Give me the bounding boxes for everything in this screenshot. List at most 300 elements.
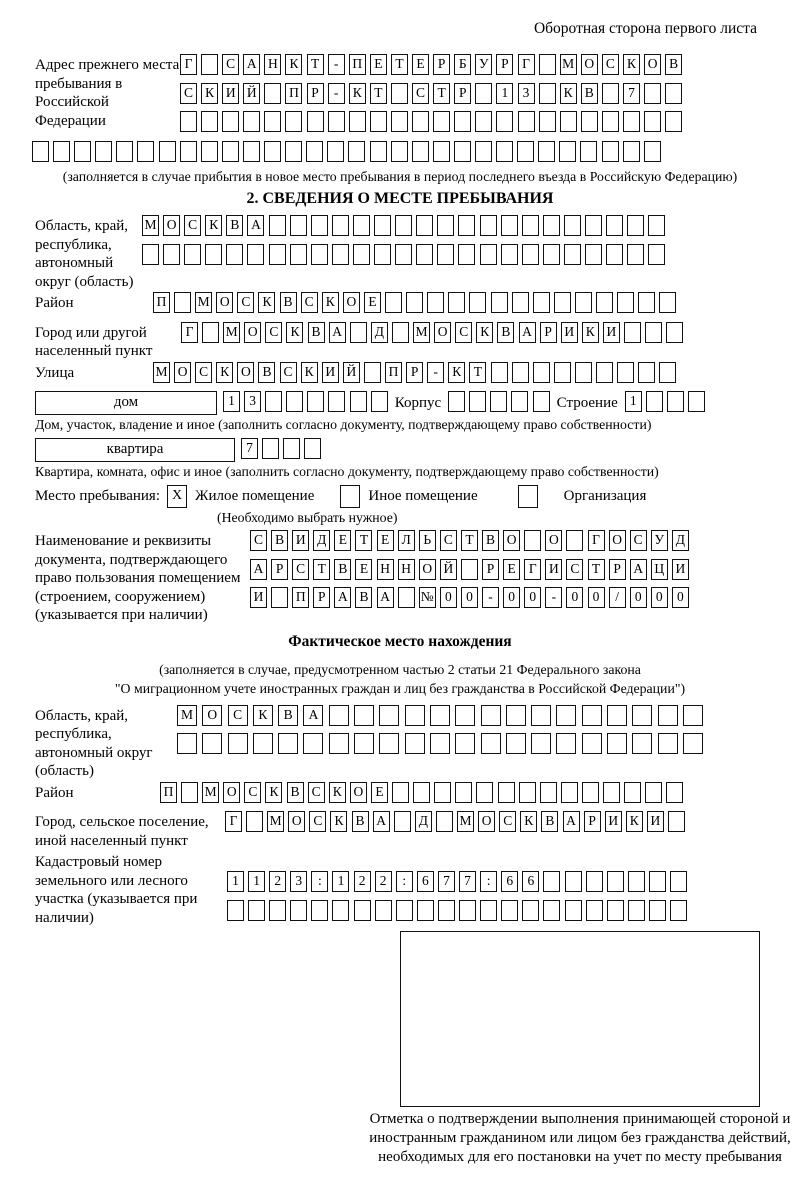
char-cell[interactable]: И [672, 559, 689, 580]
char-cell[interactable] [304, 438, 321, 459]
char-cell[interactable] [581, 111, 598, 132]
char-cell[interactable]: 7 [241, 438, 258, 459]
char-cell[interactable]: О [216, 292, 233, 313]
char-cell[interactable] [670, 871, 687, 892]
char-cell[interactable]: О [545, 530, 562, 551]
char-cell[interactable]: Р [271, 559, 288, 580]
char-cell[interactable]: В [497, 322, 514, 343]
char-cell[interactable]: К [286, 322, 303, 343]
char-cell[interactable] [556, 705, 576, 726]
char-cell[interactable]: С [308, 782, 325, 803]
char-cell[interactable]: - [328, 83, 345, 104]
char-cell[interactable]: С [228, 705, 248, 726]
char-cell[interactable] [375, 900, 392, 921]
char-cell[interactable]: Т [469, 362, 486, 383]
char-cell[interactable] [565, 871, 582, 892]
char-cell[interactable] [606, 244, 623, 265]
char-cell[interactable] [329, 705, 349, 726]
char-cell[interactable] [354, 705, 374, 726]
char-cell[interactable]: С [222, 54, 239, 75]
char-cell[interactable] [512, 362, 529, 383]
char-cell[interactable] [665, 111, 682, 132]
char-cell[interactable]: 1 [496, 83, 513, 104]
char-cell[interactable] [427, 292, 444, 313]
char-cell[interactable]: - [328, 54, 345, 75]
char-cell[interactable]: В [355, 587, 372, 608]
char-cell[interactable] [670, 900, 687, 921]
char-cell[interactable] [543, 244, 560, 265]
char-cell[interactable]: С [180, 83, 197, 104]
char-cell[interactable] [649, 871, 666, 892]
char-cell[interactable]: К [253, 705, 273, 726]
char-cell[interactable]: Е [334, 530, 351, 551]
char-cell[interactable]: С [309, 811, 326, 832]
char-cell[interactable] [264, 83, 281, 104]
char-cell[interactable] [350, 391, 367, 412]
char-cell[interactable]: 6 [417, 871, 434, 892]
char-cell[interactable]: Н [264, 54, 281, 75]
char-cell[interactable] [649, 900, 666, 921]
char-cell[interactable] [607, 705, 627, 726]
char-cell[interactable]: В [280, 292, 297, 313]
char-cell[interactable] [201, 54, 218, 75]
char-cell[interactable]: Г [518, 54, 535, 75]
char-cell[interactable] [475, 83, 492, 104]
char-cell[interactable]: И [322, 362, 339, 383]
char-cell[interactable] [606, 215, 623, 236]
char-cell[interactable] [602, 111, 619, 132]
char-cell[interactable] [575, 292, 592, 313]
char-cell[interactable] [665, 83, 682, 104]
char-cell[interactable]: - [482, 587, 499, 608]
char-cell[interactable] [469, 391, 486, 412]
char-cell[interactable]: Г [524, 559, 541, 580]
char-cell[interactable]: К [322, 292, 339, 313]
char-cell[interactable] [332, 900, 349, 921]
char-cell[interactable] [668, 811, 685, 832]
char-cell[interactable] [437, 215, 454, 236]
char-cell[interactable]: Ь [419, 530, 436, 551]
char-cell[interactable]: Й [343, 362, 360, 383]
char-cell[interactable]: Г [180, 54, 197, 75]
char-cell[interactable] [364, 362, 381, 383]
char-cell[interactable]: М [202, 782, 219, 803]
char-cell[interactable]: К [265, 782, 282, 803]
char-cell[interactable]: В [665, 54, 682, 75]
char-cell[interactable] [539, 83, 556, 104]
char-cell[interactable]: О [503, 530, 520, 551]
char-cell[interactable]: К [623, 54, 640, 75]
char-cell[interactable] [116, 141, 133, 162]
char-cell[interactable] [406, 292, 423, 313]
char-cell[interactable] [458, 215, 475, 236]
char-cell[interactable] [328, 111, 345, 132]
char-cell[interactable]: 0 [588, 587, 605, 608]
char-cell[interactable]: С [455, 322, 472, 343]
char-cell[interactable]: К [216, 362, 233, 383]
char-cell[interactable]: 2 [269, 871, 286, 892]
char-cell[interactable] [459, 900, 476, 921]
char-cell[interactable]: Д [313, 530, 330, 551]
char-cell[interactable] [469, 292, 486, 313]
char-cell[interactable] [226, 244, 243, 265]
char-cell[interactable]: Н [398, 559, 415, 580]
char-cell[interactable] [538, 141, 555, 162]
char-cell[interactable] [531, 705, 551, 726]
char-cell[interactable]: / [609, 587, 626, 608]
char-cell[interactable] [392, 782, 409, 803]
char-cell[interactable] [659, 292, 676, 313]
char-cell[interactable] [448, 292, 465, 313]
char-cell[interactable] [353, 215, 370, 236]
char-cell[interactable]: О [343, 292, 360, 313]
char-cell[interactable] [539, 54, 556, 75]
char-cell[interactable] [480, 900, 497, 921]
char-cell[interactable] [394, 811, 411, 832]
char-cell[interactable] [683, 733, 703, 754]
char-cell[interactable]: И [647, 811, 664, 832]
char-cell[interactable] [607, 871, 624, 892]
char-cell[interactable] [522, 900, 539, 921]
char-cell[interactable] [395, 215, 412, 236]
char-cell[interactable]: 1 [625, 391, 642, 412]
char-cell[interactable]: : [480, 871, 497, 892]
char-cell[interactable] [586, 900, 603, 921]
char-cell[interactable]: 0 [461, 587, 478, 608]
char-cell[interactable] [74, 141, 91, 162]
char-cell[interactable]: С [237, 292, 254, 313]
char-cell[interactable] [658, 733, 678, 754]
char-cell[interactable]: С [499, 811, 516, 832]
char-cell[interactable]: Н [377, 559, 394, 580]
char-cell[interactable] [506, 705, 526, 726]
char-cell[interactable]: С [301, 292, 318, 313]
char-cell[interactable] [159, 141, 176, 162]
char-cell[interactable]: Д [672, 530, 689, 551]
char-cell[interactable] [202, 322, 219, 343]
char-cell[interactable]: П [153, 292, 170, 313]
char-cell[interactable]: 0 [672, 587, 689, 608]
char-cell[interactable] [392, 322, 409, 343]
char-cell[interactable] [607, 733, 627, 754]
char-cell[interactable]: Р [584, 811, 601, 832]
char-cell[interactable] [391, 111, 408, 132]
char-cell[interactable]: В [287, 782, 304, 803]
char-cell[interactable] [480, 215, 497, 236]
char-cell[interactable] [454, 141, 471, 162]
char-cell[interactable] [607, 900, 624, 921]
char-cell[interactable] [667, 391, 684, 412]
char-cell[interactable]: Р [482, 559, 499, 580]
checkbox-inoe[interactable] [340, 485, 360, 508]
char-cell[interactable] [269, 244, 286, 265]
char-cell[interactable] [246, 811, 263, 832]
char-cell[interactable] [262, 438, 279, 459]
char-cell[interactable] [417, 900, 434, 921]
char-cell[interactable]: Е [355, 559, 372, 580]
char-cell[interactable] [455, 733, 475, 754]
char-cell[interactable]: И [605, 811, 622, 832]
char-cell[interactable]: А [329, 322, 346, 343]
char-cell[interactable] [645, 782, 662, 803]
char-cell[interactable]: С [265, 322, 282, 343]
char-cell[interactable] [290, 215, 307, 236]
char-cell[interactable]: Е [377, 530, 394, 551]
char-cell[interactable] [564, 244, 581, 265]
char-cell[interactable] [348, 141, 365, 162]
char-cell[interactable] [533, 292, 550, 313]
char-cell[interactable] [283, 438, 300, 459]
char-cell[interactable]: О [237, 362, 254, 383]
char-cell[interactable]: 2 [375, 871, 392, 892]
char-cell[interactable]: О [478, 811, 495, 832]
char-cell[interactable] [412, 111, 429, 132]
char-cell[interactable]: К [582, 322, 599, 343]
char-cell[interactable]: П [349, 54, 366, 75]
char-cell[interactable] [398, 587, 415, 608]
char-cell[interactable]: 0 [524, 587, 541, 608]
char-cell[interactable]: К [476, 322, 493, 343]
char-cell[interactable] [227, 900, 244, 921]
char-cell[interactable]: 7 [438, 871, 455, 892]
char-cell[interactable] [554, 292, 571, 313]
char-cell[interactable]: С [292, 559, 309, 580]
char-cell[interactable] [354, 900, 371, 921]
char-cell[interactable]: И [292, 530, 309, 551]
char-cell[interactable] [566, 530, 583, 551]
char-cell[interactable] [506, 733, 526, 754]
char-cell[interactable] [311, 244, 328, 265]
char-cell[interactable] [269, 215, 286, 236]
char-cell[interactable] [518, 111, 535, 132]
char-cell[interactable] [559, 141, 576, 162]
char-cell[interactable] [688, 391, 705, 412]
char-cell[interactable] [243, 111, 260, 132]
char-cell[interactable] [580, 141, 597, 162]
char-cell[interactable] [540, 782, 557, 803]
char-cell[interactable]: 3 [518, 83, 535, 104]
char-cell[interactable] [405, 733, 425, 754]
char-cell[interactable]: О [581, 54, 598, 75]
char-cell[interactable] [480, 244, 497, 265]
char-cell[interactable] [180, 111, 197, 132]
char-cell[interactable]: Т [370, 83, 387, 104]
char-cell[interactable]: В [226, 215, 243, 236]
char-cell[interactable] [416, 244, 433, 265]
char-cell[interactable] [533, 391, 550, 412]
char-cell[interactable] [286, 391, 303, 412]
char-cell[interactable] [586, 871, 603, 892]
char-cell[interactable]: О [244, 322, 261, 343]
char-cell[interactable]: В [482, 530, 499, 551]
char-cell[interactable]: М [195, 292, 212, 313]
char-cell[interactable]: М [177, 705, 197, 726]
char-cell[interactable] [648, 215, 665, 236]
char-cell[interactable]: П [160, 782, 177, 803]
char-cell[interactable]: : [311, 871, 328, 892]
char-cell[interactable] [645, 322, 662, 343]
char-cell[interactable] [290, 244, 307, 265]
char-cell[interactable] [575, 362, 592, 383]
char-cell[interactable]: Й [243, 83, 260, 104]
char-cell[interactable] [385, 292, 402, 313]
char-cell[interactable] [307, 391, 324, 412]
char-cell[interactable] [501, 900, 518, 921]
char-cell[interactable] [554, 362, 571, 383]
char-cell[interactable]: Р [496, 54, 513, 75]
char-cell[interactable] [646, 391, 663, 412]
char-cell[interactable]: Е [364, 292, 381, 313]
char-cell[interactable] [142, 244, 159, 265]
char-cell[interactable]: 0 [630, 587, 647, 608]
char-cell[interactable]: Й [440, 559, 457, 580]
char-cell[interactable] [455, 782, 472, 803]
char-cell[interactable] [632, 705, 652, 726]
char-cell[interactable]: Е [371, 782, 388, 803]
char-cell[interactable] [648, 244, 665, 265]
char-cell[interactable]: - [545, 587, 562, 608]
char-cell[interactable] [512, 292, 529, 313]
char-cell[interactable]: А [519, 322, 536, 343]
char-cell[interactable]: О [288, 811, 305, 832]
char-cell[interactable] [264, 141, 281, 162]
char-cell[interactable] [628, 871, 645, 892]
char-cell[interactable] [32, 141, 49, 162]
char-cell[interactable]: 1 [223, 391, 240, 412]
char-cell[interactable]: О [644, 54, 661, 75]
char-cell[interactable]: К [201, 83, 218, 104]
char-cell[interactable]: 1 [248, 871, 265, 892]
char-cell[interactable] [455, 705, 475, 726]
char-cell[interactable] [659, 362, 676, 383]
char-cell[interactable] [481, 733, 501, 754]
char-cell[interactable] [511, 391, 528, 412]
char-cell[interactable]: 7 [459, 871, 476, 892]
char-cell[interactable] [582, 782, 599, 803]
char-cell[interactable] [180, 141, 197, 162]
char-cell[interactable]: : [396, 871, 413, 892]
char-cell[interactable] [430, 705, 450, 726]
char-cell[interactable] [501, 244, 518, 265]
char-cell[interactable]: О [163, 215, 180, 236]
char-cell[interactable] [533, 362, 550, 383]
char-cell[interactable]: В [271, 530, 288, 551]
char-cell[interactable] [564, 215, 581, 236]
char-cell[interactable]: Г [588, 530, 605, 551]
char-cell[interactable] [405, 705, 425, 726]
char-cell[interactable]: Д [415, 811, 432, 832]
char-cell[interactable]: Т [355, 530, 372, 551]
char-cell[interactable] [454, 111, 471, 132]
char-cell[interactable] [264, 111, 281, 132]
char-cell[interactable]: С [184, 215, 201, 236]
checkbox-organizaciya[interactable] [518, 485, 538, 508]
char-cell[interactable] [627, 244, 644, 265]
char-cell[interactable] [379, 733, 399, 754]
char-cell[interactable]: С [244, 782, 261, 803]
char-cell[interactable]: М [223, 322, 240, 343]
char-cell[interactable] [332, 215, 349, 236]
char-cell[interactable]: Т [461, 530, 478, 551]
char-cell[interactable]: Е [503, 559, 520, 580]
char-cell[interactable] [543, 900, 560, 921]
char-cell[interactable]: В [308, 322, 325, 343]
char-cell[interactable] [430, 733, 450, 754]
char-cell[interactable]: И [603, 322, 620, 343]
char-cell[interactable] [370, 111, 387, 132]
char-cell[interactable] [585, 244, 602, 265]
char-cell[interactable] [350, 322, 367, 343]
char-cell[interactable] [174, 292, 191, 313]
char-cell[interactable]: И [545, 559, 562, 580]
char-cell[interactable] [436, 811, 453, 832]
char-cell[interactable]: - [427, 362, 444, 383]
char-cell[interactable]: С [630, 530, 647, 551]
char-cell[interactable] [329, 733, 349, 754]
char-cell[interactable]: У [475, 54, 492, 75]
char-cell[interactable]: Т [433, 83, 450, 104]
char-cell[interactable]: Г [181, 322, 198, 343]
char-cell[interactable] [391, 141, 408, 162]
char-cell[interactable] [491, 292, 508, 313]
char-cell[interactable]: Р [406, 362, 423, 383]
char-cell[interactable] [617, 362, 634, 383]
char-cell[interactable] [437, 244, 454, 265]
char-cell[interactable]: А [250, 559, 267, 580]
char-cell[interactable] [644, 111, 661, 132]
char-cell[interactable]: М [153, 362, 170, 383]
char-cell[interactable] [433, 141, 450, 162]
char-cell[interactable] [243, 141, 260, 162]
char-cell[interactable] [458, 244, 475, 265]
char-cell[interactable] [201, 141, 218, 162]
char-cell[interactable]: А [630, 559, 647, 580]
char-cell[interactable]: К [448, 362, 465, 383]
char-cell[interactable] [177, 733, 197, 754]
char-cell[interactable] [371, 391, 388, 412]
char-cell[interactable]: 0 [440, 587, 457, 608]
char-cell[interactable]: 0 [651, 587, 668, 608]
char-cell[interactable] [490, 391, 507, 412]
char-cell[interactable] [519, 782, 536, 803]
char-cell[interactable]: Р [609, 559, 626, 580]
char-cell[interactable] [475, 111, 492, 132]
char-cell[interactable] [265, 391, 282, 412]
char-cell[interactable]: Р [454, 83, 471, 104]
char-cell[interactable] [184, 244, 201, 265]
char-cell[interactable]: О [434, 322, 451, 343]
char-cell[interactable]: 2 [354, 871, 371, 892]
char-cell[interactable] [638, 292, 655, 313]
char-cell[interactable] [202, 733, 222, 754]
char-cell[interactable] [285, 111, 302, 132]
char-cell[interactable] [632, 733, 652, 754]
char-cell[interactable] [475, 141, 492, 162]
char-cell[interactable] [683, 705, 703, 726]
char-cell[interactable]: О [202, 705, 222, 726]
char-cell[interactable] [248, 900, 265, 921]
char-cell[interactable] [666, 782, 683, 803]
char-cell[interactable]: П [385, 362, 402, 383]
char-cell[interactable] [370, 141, 387, 162]
char-cell[interactable] [311, 900, 328, 921]
char-cell[interactable] [602, 141, 619, 162]
char-cell[interactable] [498, 782, 515, 803]
char-cell[interactable]: К [626, 811, 643, 832]
char-cell[interactable] [624, 322, 641, 343]
char-cell[interactable] [349, 111, 366, 132]
char-cell[interactable] [137, 141, 154, 162]
